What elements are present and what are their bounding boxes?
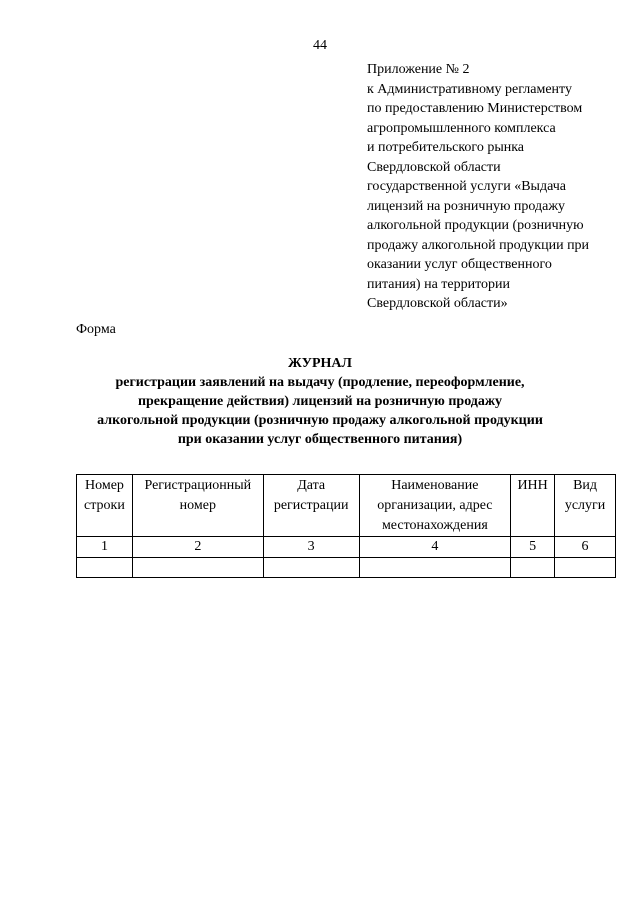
column-number: 6 bbox=[555, 537, 616, 558]
header-line: регистрации bbox=[273, 498, 349, 513]
journal-subtitle-line: алкогольной продукции (розничную продажу алкогольной продукции bbox=[97, 413, 543, 428]
header-line: Вид bbox=[573, 478, 598, 493]
appendix-line: питания) на территории bbox=[367, 276, 511, 292]
appendix-line: и потребительского рынка bbox=[367, 140, 525, 155]
column-number: 2 bbox=[132, 537, 263, 558]
table-cell[interactable] bbox=[511, 558, 555, 578]
header-line: номер bbox=[179, 498, 216, 513]
appendix-line: Свердловской области bbox=[367, 159, 501, 175]
column-number: 1 bbox=[77, 537, 133, 558]
form-label: Форма bbox=[76, 322, 116, 337]
appendix-line: Свердловской области» bbox=[367, 296, 508, 311]
journal-subtitle-line: прекращение действия) лицензий на розничную продажу bbox=[137, 394, 503, 409]
table-cell[interactable] bbox=[132, 558, 263, 578]
table-number-row bbox=[77, 537, 616, 558]
appendix-line: агропромышленного комплекса bbox=[367, 120, 556, 136]
header-service-type bbox=[555, 475, 616, 537]
column-number: 4 bbox=[359, 537, 511, 558]
header-line: строки bbox=[84, 498, 125, 513]
appendix-block bbox=[367, 60, 629, 314]
table-cell[interactable] bbox=[263, 558, 359, 578]
table-cell[interactable] bbox=[77, 558, 133, 578]
appendix-line: Приложение № 2 bbox=[367, 62, 470, 77]
journal-subtitle-line: при оказании услуг общественного питания) bbox=[177, 432, 463, 447]
journal-subtitle bbox=[0, 373, 640, 449]
header-line: Регистрационный bbox=[144, 478, 252, 493]
header-line: услуги bbox=[564, 498, 606, 513]
page-number: 44 bbox=[313, 38, 327, 53]
table-header-row bbox=[77, 475, 616, 537]
appendix-line: государственной услуги «Выдача bbox=[367, 179, 566, 194]
header-line: Дата bbox=[297, 478, 326, 493]
appendix-line: оказании услуг общественного bbox=[367, 257, 552, 272]
journal-title: ЖУРНАЛ bbox=[288, 356, 352, 371]
header-row-number bbox=[77, 475, 133, 537]
header-line: организации, адрес bbox=[377, 498, 493, 513]
appendix-line: лицензий на розничную продажу bbox=[367, 198, 566, 214]
header-line: Номер bbox=[84, 478, 124, 493]
appendix-line: продажу алкогольной продукции при bbox=[367, 237, 590, 253]
table-cell[interactable] bbox=[555, 558, 616, 578]
header-line: ИНН bbox=[517, 478, 548, 493]
journal-subtitle-line: регистрации заявлений на выдачу (продление, переоформление, bbox=[115, 375, 525, 390]
header-organization bbox=[359, 475, 511, 537]
header-line: местонахождения bbox=[381, 518, 488, 533]
table-row bbox=[77, 558, 616, 578]
table-cell[interactable] bbox=[359, 558, 511, 578]
header-line: Наименование bbox=[391, 478, 479, 493]
header-registration-date bbox=[263, 475, 359, 537]
appendix-line: к Административному регламенту bbox=[367, 81, 572, 97]
header-inn bbox=[511, 475, 555, 537]
registration-table bbox=[76, 474, 616, 578]
column-number: 3 bbox=[263, 537, 359, 558]
appendix-line: алкогольной продукции (розничную bbox=[367, 218, 584, 233]
column-number: 5 bbox=[511, 537, 555, 558]
appendix-line: по предоставлению Министерством bbox=[367, 101, 583, 116]
header-registration-number bbox=[132, 475, 263, 537]
